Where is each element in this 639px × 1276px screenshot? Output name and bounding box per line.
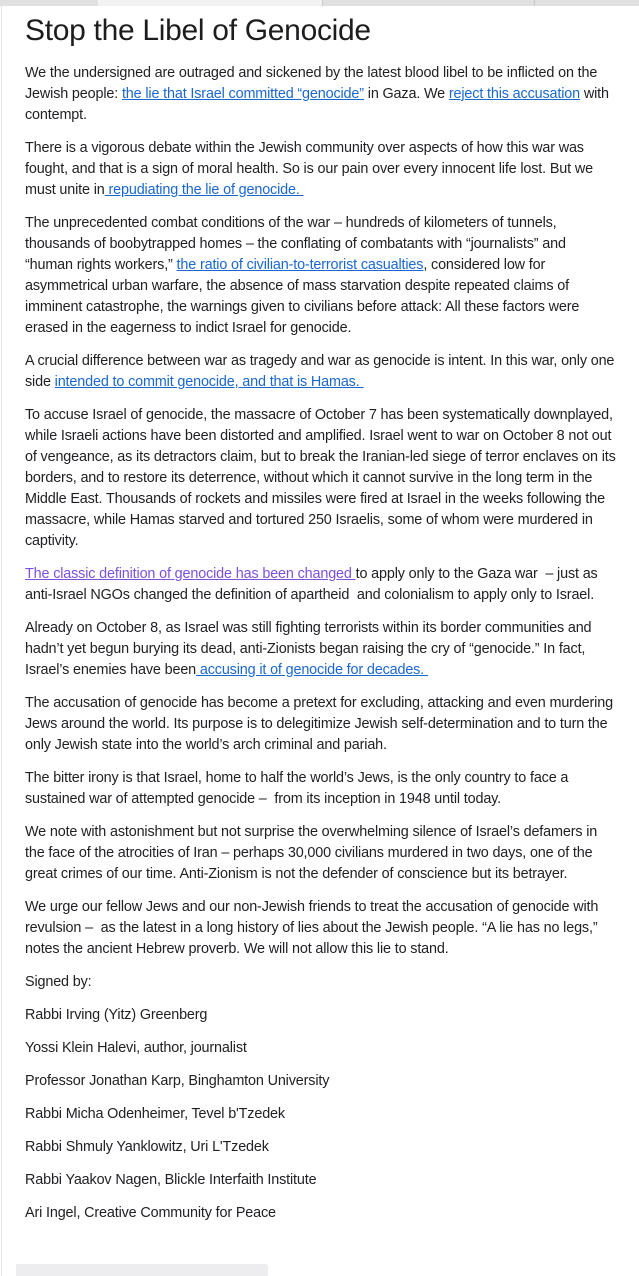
signer-line: Ari Ingel, Creative Community for Peace bbox=[25, 1205, 276, 1221]
signer-line: Rabbi Shmuly Yanklowitz, Uri L'Tzedek bbox=[25, 1139, 269, 1155]
inline-link[interactable]: repudiating the lie of genocide. bbox=[104, 182, 304, 198]
text-run: To accuse Israel of genocide, the massacre of October 7 has been systematically downplayed, while Israeli actions have been distorted and amplified. Israel went to war on October 8 not out of vengeance, as its detractors claim, but to break the Iranian-led siege of terror enclaves on its borders, and to restore its deterrence, without which it cannot survive in the long term in the Middle East. Thousands of rockets and missiles were fired at Israel in the weeks following the massacre, while Hamas starved and tortured 250 Israelis, some of whom were murdered in captivity. bbox=[25, 407, 620, 549]
text-run: There is a vigorous debate within the Jewish community over aspects of how this war was fought, and that is a sign of moral health. So is our pain over every innocent life lost. But we must unite in bbox=[25, 140, 597, 198]
paragraph bbox=[25, 405, 620, 552]
paragraph bbox=[25, 693, 617, 756]
text-run: The accusation of genocide has become a pretext for excluding, attacking and even murdering Jews around the world. Its purpose is to delegitimize Jewish self-determination and to turn the only Jewish state into the world’s arch criminal and pariah. bbox=[25, 695, 617, 753]
signer-line: Professor Jonathan Karp, Binghamton University bbox=[25, 1073, 330, 1089]
text-run: to apply only to the Gaza war – just as anti-Israel NGOs changed the definition of apartheid and colonialism to apply only to Israel. bbox=[25, 566, 602, 603]
signer-line: Yossi Klein Halevi, author, journalist bbox=[25, 1040, 247, 1056]
text-run: We the undersigned are outraged and sickened by the latest blood libel to be inflicted on the Jewish people: bbox=[25, 65, 602, 102]
text-run: We note with astonishment but not surprise the overwhelming silence of Israel’s defamers in the face of the atrocities of Iran – perhaps 30,000 civilians murdered in two days, one of the great crimes of our time. Anti-Zionism is not the defender of conscience but its betrayer. bbox=[25, 824, 601, 882]
text-run: with contempt. bbox=[25, 86, 613, 123]
paragraph bbox=[25, 63, 617, 126]
paragraph bbox=[25, 138, 617, 201]
text-run: The bitter irony is that Israel, home to half the world’s Jews, is the only country to face a sustained war of attempted genocide – from its inception in 1948 until today. bbox=[25, 770, 573, 807]
inline-link[interactable]: the ratio of civilian-to-terrorist casualties bbox=[176, 257, 424, 273]
paragraph bbox=[25, 213, 617, 339]
signer-line: Rabbi Micha Odenheimer, Tevel b'Tzedek bbox=[25, 1106, 285, 1122]
paragraph bbox=[25, 564, 617, 606]
signers-list bbox=[25, 1005, 617, 1224]
signed-by-label: Signed by: bbox=[25, 974, 92, 990]
letter-paragraphs bbox=[25, 63, 620, 960]
paragraph bbox=[25, 351, 617, 393]
text-run: in Gaza. We bbox=[363, 86, 449, 102]
paragraph bbox=[25, 897, 617, 960]
inline-link[interactable]: intended to commit genocide, and that is Hamas. bbox=[54, 374, 364, 390]
paragraph bbox=[25, 822, 617, 885]
inline-link[interactable]: accusing it of genocide for decades. bbox=[196, 662, 428, 678]
inline-link-visited[interactable]: The classic definition of genocide has been changed bbox=[25, 566, 356, 582]
text-run: We urge our fellow Jews and our non-Jewish friends to treat the accusation of genocide with revulsion – as the latest in a long history of lies about the Jewish people. “A lie has no legs,” notes the ancient Hebrew proverb. We will not allow this lie to stand. bbox=[25, 899, 603, 957]
text-run: The unprecedented combat conditions of the war – hundreds of kilometers of tunnels, thousands of boobytrapped homes – the conflating of combatants with “journalists” and “human rights workers,” bbox=[25, 215, 570, 273]
inline-link[interactable]: reject this accusation bbox=[448, 86, 580, 102]
page-title: Stop the Libel of Genocide bbox=[25, 14, 371, 47]
inline-link[interactable]: the lie that Israel committed “genocide” bbox=[121, 86, 364, 102]
signer-line: Rabbi Irving (Yitz) Greenberg bbox=[25, 1007, 208, 1023]
paragraph bbox=[25, 768, 617, 810]
text-run: , considered low for asymmetrical urban warfare, the absence of mass starvation despite repeated claims of imminent catastrophe, the warnings given to civilians before attack: All these factors were erased in the eagerness to indict Israel for genocide. bbox=[25, 257, 584, 336]
overlay-strip bbox=[16, 1264, 268, 1276]
text-run: A crucial difference between war as tragedy and war as genocide is intent. In this war, only one side bbox=[25, 353, 619, 390]
signer-line: Rabbi Yaakov Nagen, Blickle Interfaith Institute bbox=[25, 1172, 317, 1188]
text-run: Already on October 8, as Israel was still fighting terrorists within its border communities and hadn’t yet begun burying its dead, anti-Zionists began raising the cry of “genocide.” In fact, Israel’s enemies have been bbox=[25, 620, 596, 678]
paragraph bbox=[25, 618, 617, 681]
